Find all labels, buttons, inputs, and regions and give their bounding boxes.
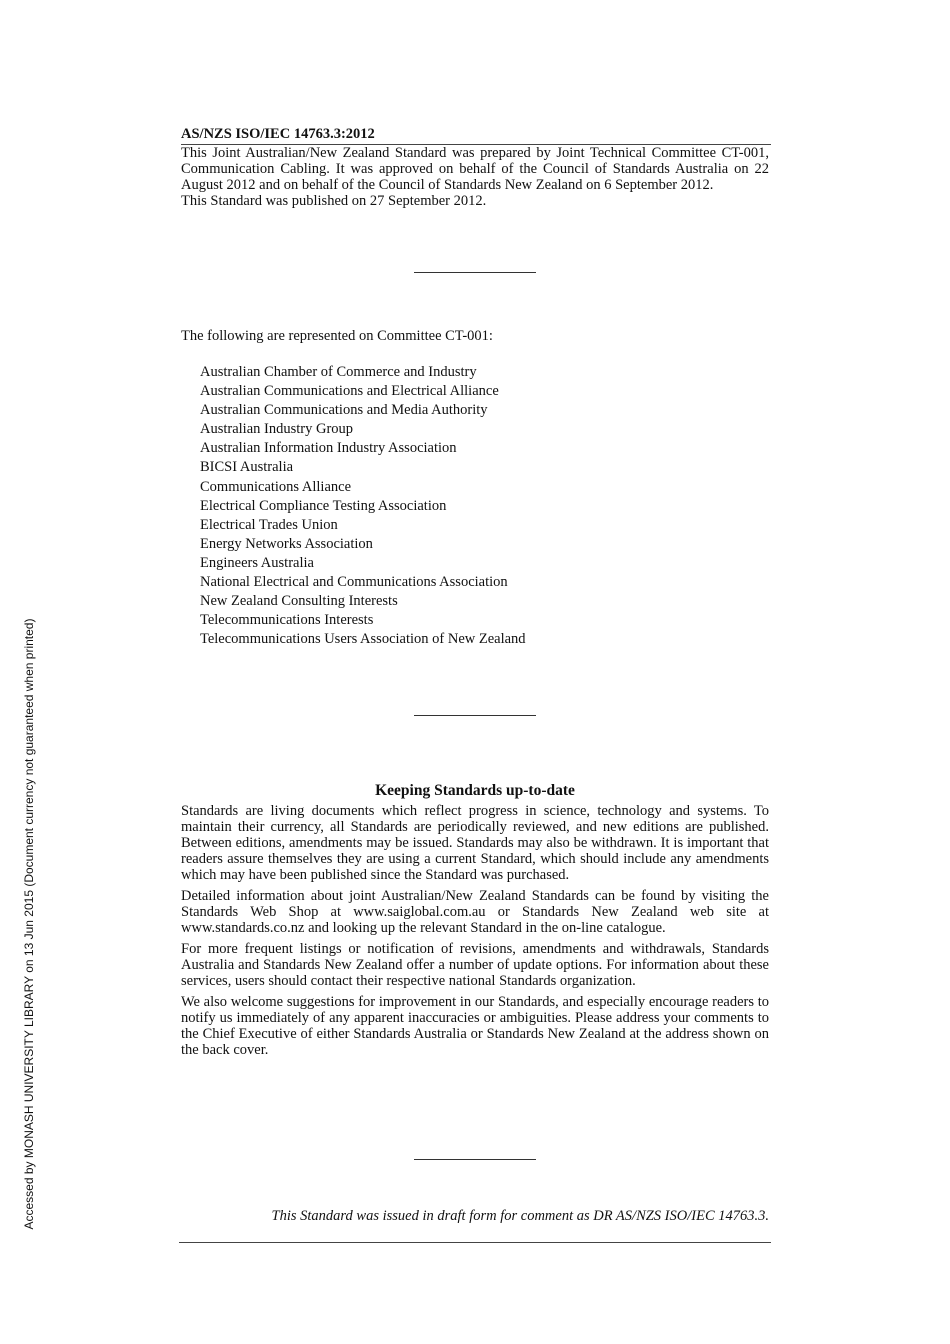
access-watermark-text: Accessed by MONASH UNIVERSITY LIBRARY on 13 Jun 2015 (Document currency not guaranteed when printed) — [22, 618, 36, 1230]
committee-member: Australian Industry Group — [200, 421, 354, 438]
committee-member: Telecommunications Interests — [200, 612, 374, 629]
committee-member: Australian Chamber of Commerce and Industry — [200, 364, 477, 380]
keeping-up-to-date-body — [181, 803, 769, 1063]
footer-rule — [179, 1242, 771, 1243]
committee-member: Telecommunications Users Association of New Zealand — [200, 631, 526, 648]
committee-member: Electrical Trades Union — [200, 516, 338, 533]
body-paragraph: For more frequent listings or notification of revisions, amendments and withdrawals, Standards Australia and Standards New Zealand offer a number of update options. For information about these services, users should contact their respective national Standards organization. — [181, 941, 769, 989]
keeping-up-to-date-heading: Keeping Standards up-to-date — [375, 782, 575, 799]
committee-member: New Zealand Consulting Interests — [200, 593, 398, 610]
body-paragraph: We also welcome suggestions for improvement in our Standards, and especially encourage readers to notify us immediately of any apparent inaccuracies or ambiguities. Please address your comments to the Chief Executive of either Standards Australia or Standards New Zealand at the address shown on the back cover. — [181, 994, 769, 1058]
preparation-text: This Joint Australian/New Zealand Standard was prepared by Joint Technical Committee CT-001, Communication Cabling. It was approved on behalf of the Council of Standards Australia on 22 August 2012 and on behalf of the Council of Standards New Zealand on 6 September 2012. — [181, 145, 769, 193]
body-paragraph: Detailed information about joint Australian/New Zealand Standards can be found by visiting the Standards Web Shop at www.saiglobal.com.au or Standards New Zealand web site at www.standards.co.nz and looking up the relevant Standard in the on-line catalogue. — [181, 888, 769, 936]
draft-note: This Standard was issued in draft form for comment as DR AS/NZS ISO/IEC 14763.3. — [271, 1208, 769, 1224]
committee-member-list — [200, 363, 526, 649]
committee-member: National Electrical and Communications Association — [200, 574, 508, 591]
committee-member: Energy Networks Association — [200, 535, 373, 552]
preparation-block — [181, 145, 769, 209]
committee-intro: The following are represented on Committee CT-001: — [181, 328, 493, 344]
committee-member: Australian Information Industry Association — [200, 440, 457, 457]
body-paragraph: Standards are living documents which reflect progress in science, technology and systems. To maintain their currency, all Standards are periodically reviewed, and new editions are published. Between editions, amendments may be issued. Standards may also be withdrawn. It is important that readers assure themselves they are using a current Standard, which should include any amendments which may have been published since the Standard was purchased. — [181, 803, 769, 883]
section-divider — [414, 1159, 536, 1160]
published-date-text: This Standard was published on 27 September 2012. — [181, 193, 487, 209]
committee-member: Communications Alliance — [200, 478, 352, 495]
committee-member: Australian Communications and Electrical Alliance — [200, 383, 499, 400]
committee-member: Electrical Compliance Testing Association — [200, 497, 447, 514]
standard-id: AS/NZS ISO/IEC 14763.3:2012 — [181, 126, 375, 142]
committee-member: Engineers Australia — [200, 554, 314, 571]
section-divider — [414, 272, 536, 273]
section-divider — [414, 715, 536, 716]
committee-member: Australian Communications and Media Authority — [200, 402, 488, 419]
committee-member: BICSI Australia — [200, 459, 294, 476]
